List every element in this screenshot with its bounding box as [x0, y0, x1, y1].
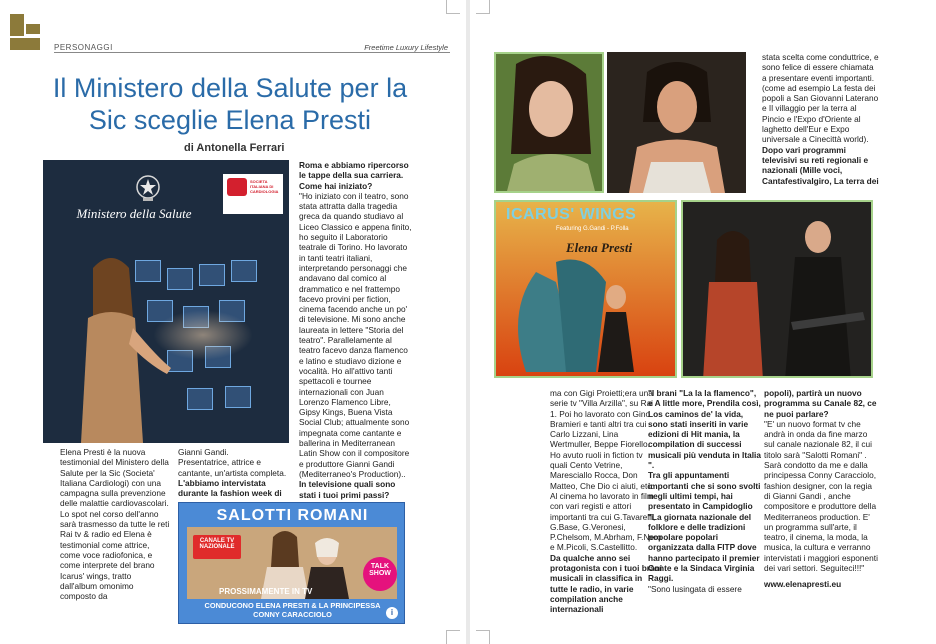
- article-title: [20, 72, 440, 136]
- composer-text: Gianni Gandi.: [178, 447, 229, 457]
- new-program-answer: "E' un nuovo format tv che andrà in onda da fine marzo sul canale nazionale 82, il cui titolo sarà "Salotti Romani" . Sarà condotto da me e dalla principessa Conny Caracciolo, fashion designer, con la regia di Gianni Gandi , anche compositore e produttore della Mediterraneos production. E' un programma sull'arte, il teatro, il cinema, la moda, la musica, la cultura e verranno intervistati i maggiori esponenti dei vari settori. Seguiteci!!!": [764, 418, 878, 574]
- left-column-2: [178, 447, 296, 498]
- music-question: Da qualche anno sei protagonista con i tuoi brani musicali in classifica in tutte le radio, in varie compilation anche internazionali: [550, 552, 663, 615]
- sic-logo-caption: SOCIETA ITALIANA DI CARDIOLOGIA: [250, 179, 279, 194]
- republic-emblem-icon: [135, 174, 161, 202]
- right-column-2: [648, 388, 762, 594]
- portrait-photo-1: [494, 52, 604, 193]
- hosts-line-1: CONDUCONO ELENA PRESTI & LA PRINCIPESSA: [204, 601, 381, 610]
- portrait-1-illustration: [496, 54, 604, 193]
- portrait-photo-2: [607, 52, 746, 193]
- crop-mark: [446, 0, 460, 14]
- channel-badge: CANALE TV NAZIONALE: [193, 535, 241, 559]
- hosts-line-2: CONNY CARACCIOLO: [253, 610, 332, 619]
- interview-lead: L'abbiamo intervistata durante la fashion week di: [178, 477, 282, 499]
- album-title: ICARUS' WINGS: [506, 206, 637, 223]
- presenter-text: Presentatrice, attrice e cantante, un'artista completa.: [178, 457, 287, 478]
- title-line-2: Sic sceglie Elena Presti: [88, 105, 372, 135]
- programs-question: Dopo vari programmi televisivi su reti regionali e nazionali (Mille voci, Cantafestivalgiro, La terra dei: [762, 144, 879, 186]
- album-artist: Elena Presti: [566, 240, 633, 255]
- stage-duo-illustration: [683, 202, 873, 378]
- right-top-column: [762, 52, 880, 186]
- ui-tile-icon: [199, 264, 225, 286]
- ui-tile-icon: [231, 260, 257, 282]
- question-start: Roma e abbiamo ripercorso le tappe della sua carriera. Come hai iniziato?: [299, 160, 409, 191]
- talk-show-badge: TALK SHOW: [363, 557, 397, 591]
- left-column-1: [60, 447, 170, 601]
- intro-paragraph: Elena Presti è la nuova testimonial del Ministero della Salute per la Sic (Societa' Italiana Cardiologi) con una campagna sulla prevenzione delle malattie cardiovascolari.: [60, 447, 169, 509]
- hologram-glow: [153, 310, 253, 360]
- music-answer: "I brani "La la la flamenco", e A little more, Prendila così, Los caminos de' la vida, sono stati inseriti in varie edizioni di Hit mania, la compilation di successi musicali più venduta in Italia ".: [648, 388, 761, 471]
- album-featuring: Featuring G.Gandi - P.Folla: [556, 226, 629, 232]
- salotti-romani-ad: [178, 502, 405, 624]
- events-answer: "Sono lusingata di essere: [648, 583, 742, 594]
- right-page: [470, 0, 936, 644]
- heart-icon: [227, 178, 247, 196]
- left-column-3: [299, 160, 413, 510]
- right-column-3: [764, 388, 880, 590]
- website-link[interactable]: www.elenapresti.eu: [764, 579, 842, 590]
- presenter-events: stata scelta come conduttrice, e sono felice di essere chiamata a presentare eventi importanti. (come ad esempio La festa dei popoli a San Giovanni Laterano e Il villaggio per la terra al Pincio e l'Expo d'Oriente al laghetto dell'Eur e Expo universale a Cinecittà world).: [762, 52, 879, 145]
- byline: di Antonella Ferrari: [184, 142, 285, 154]
- title-line-1: Il Ministero della Salute per la: [52, 73, 408, 103]
- answer-start: "Ho iniziato con il teatro, sono stata attratta dalla tragedia greca da quando studiavo al Liceo Classico e appena finito, ho seguito il Laboratorio teatrale di Torino. Ho lavorato in tanti teatri italiani, interpretando personaggi che andavano dal comico al drammatico e nel frattempo facevo provini per fiction, cinema facendo anche un po' di televisione. Mi sono anche laureata in lettere "Storia del teatro". Parallelamente al teatro facevo danza flamenco e latino e studiavo dizione e vocalità. Ho all'attivo tanti spettacoli e tournee internazionali con Juan Lorenzo Flamenco Libre, Gipsy Kings, Buena Vista Social Club; attualmente sono impegnata come cantante e ballerina in Mediterranean Latin Show con il compositore e produttore Gianni Gandi (Mediterraneo's Production)..: [299, 190, 412, 479]
- new-program-question: popoli), partirà un nuovo programma su Canale 82, ce ne puoi parlare?: [764, 388, 877, 419]
- hosts-caption: [179, 601, 405, 619]
- crop-mark: [476, 0, 490, 14]
- portrait-2-illustration: [607, 52, 746, 193]
- ministry-name: Ministero della Salute: [76, 206, 192, 221]
- magazine-logo: [10, 14, 46, 50]
- header-rule: [54, 52, 450, 53]
- left-page: [0, 0, 466, 644]
- coming-soon-label: PROSSIMAMENTE IN TV: [219, 587, 313, 596]
- career-answer: ma con Gigi Proietti;era una serie tv "Villa Arzilla", su Rai 1. Poi ho lavorato con Gino Bramieri e tanti altri tra cui Carlo Lizzani, Lina Wertmuller, Beppe Fiorello. Ho avuto ruoli in fiction tv quali Cento Vetrine, Maresciallo Rocca, Don Matteo, Che Dio ci aiuti, etc. Al cinema ho lavorato in film con vari registi e attori importanti tra cui G.Tavarelli, G.Base, G.Veronesi, P.Chelsom, M.Abrham, F.Nero e M.Picoli, S.Castellitto.: [550, 388, 662, 553]
- ui-tile-icon: [187, 388, 213, 410]
- ministry-campaign-photo: [43, 160, 289, 443]
- spot-paragraph: Lo spot nel corso dell'anno sarà trasmesso da tutte le reti Rai tv & radio ed Elena è testimonial come attrice, come voce radiofonica, e come interprete del brano Icarus' wings, tratto dall'album omonimo composto da: [60, 508, 170, 602]
- right-column-1: [550, 388, 662, 615]
- magazine-name: Freetime Luxury Lifestyle: [364, 43, 448, 52]
- salotti-title: SALOTTI ROMANI: [216, 507, 369, 524]
- question-tv: In televisione quali sono stati i tuoi primi passi?: [299, 479, 396, 500]
- album-cover: [494, 200, 677, 378]
- stage-duo-photo: [681, 200, 873, 378]
- ui-tile-icon: [225, 386, 251, 408]
- sic-logo: [223, 174, 283, 214]
- info-icon: i: [386, 607, 398, 619]
- crop-mark: [446, 630, 460, 644]
- section-label: PERSONAGGI: [54, 43, 113, 52]
- crop-mark: [476, 630, 490, 644]
- events-question: Tra gli appuntamenti importanti che si sono svolti negli ultimi tempi, hai presentato in Campidoglio "La giornata nazionale del folklore e delle tradizioni popolare popolari organizzata dalla FITP dove hanno partecipato il premier Conte e la Sindaca Virginia Raggi.: [648, 470, 761, 584]
